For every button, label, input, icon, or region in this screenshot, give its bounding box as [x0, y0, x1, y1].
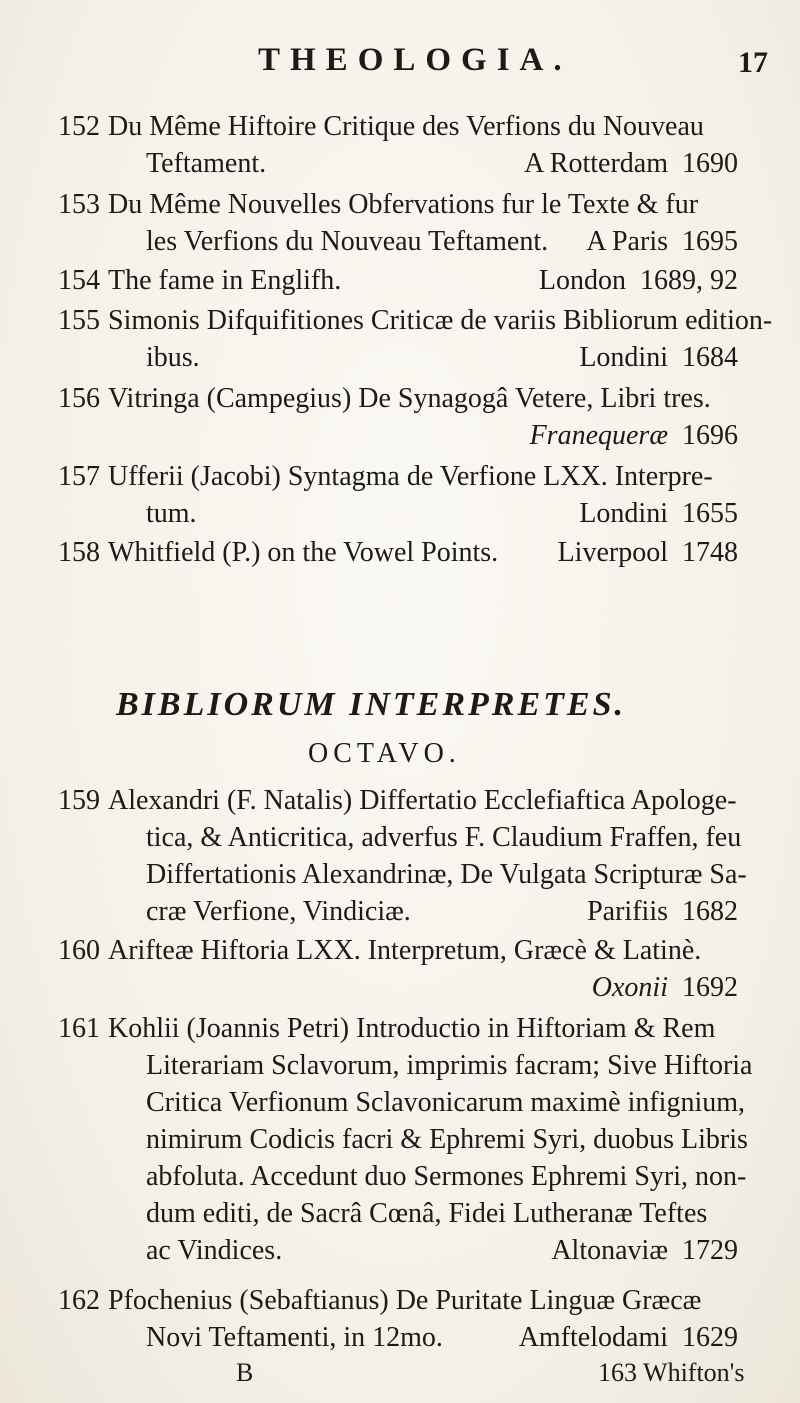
entry-number: 161 — [58, 1013, 100, 1044]
imprint-place: London — [538, 265, 626, 296]
entry-number: 153 — [58, 189, 100, 220]
catalogue-entry — [58, 302, 773, 376]
imprint — [539, 262, 738, 299]
imprint-place: Oxonii — [591, 972, 668, 1003]
entry-number: 160 — [58, 935, 100, 966]
entry-line: cræ Verfione, Vindiciæ. — [146, 896, 411, 927]
entry-line: Ufferii (Jacobi) Syntagma de Verfione LXX. Interpre- — [108, 461, 713, 492]
imprint-place: A Rotterdam — [524, 148, 668, 179]
entry-line: Teftament. — [146, 148, 267, 179]
catalogue-entry — [58, 782, 747, 930]
imprint — [587, 893, 738, 930]
entry-number: 155 — [58, 305, 100, 336]
imprint-place: Londini — [579, 342, 668, 373]
catalogue-entry — [58, 1282, 738, 1356]
entry-number: 156 — [58, 383, 100, 414]
page-number: 17 — [738, 46, 768, 79]
entry-line: Literariam Sclavorum, imprimis facram; Sive Hiftoria — [146, 1050, 753, 1081]
imprint-date: 1690 — [682, 148, 738, 179]
entry-line: Arifteæ Hiftoria LXX. Interpretum, Græcè & Latinè. — [108, 935, 702, 966]
entry-line: tica, & Anticritica, adverfus F. Claudium Fraffen, feu — [146, 822, 742, 853]
imprint-place: Liverpool — [557, 537, 668, 568]
imprint-date: 1695 — [682, 226, 738, 257]
entry-line: Simonis Difquifitiones Criticæ de variis Bibliorum edition- — [108, 305, 773, 336]
catalogue-entry — [58, 1010, 753, 1269]
imprint-place: Altonaviæ — [551, 1235, 668, 1266]
imprint-date: 1689, 92 — [640, 265, 738, 296]
imprint-place: A Paris — [586, 226, 668, 257]
entry-number: 162 — [58, 1285, 100, 1316]
catalogue-entry — [58, 108, 738, 182]
imprint-place: Londini — [579, 498, 668, 529]
imprint — [558, 534, 738, 571]
imprint-date: 1682 — [682, 896, 738, 927]
entry-line: Du Même Hiftoire Critique des Verfions du Nouveau — [108, 111, 704, 142]
entry-line: Du Même Nouvelles Obfervations fur le Texte & fur — [108, 189, 699, 220]
section-format: OCTAVO. — [308, 738, 461, 769]
entry-line: Vitringa (Campegius) De Synagogâ Vetere, Libri tres. — [108, 383, 711, 414]
imprint-place: Parifiis — [587, 896, 668, 927]
imprint — [519, 1319, 738, 1356]
entry-line: Critica Verfionum Sclavonicarum maximè infignium, — [146, 1087, 746, 1118]
entry-number: 158 — [58, 537, 100, 568]
entry-number: 159 — [58, 785, 100, 816]
entry-number: 154 — [58, 265, 100, 296]
imprint-date: 1748 — [682, 537, 738, 568]
imprint-date: 1729 — [682, 1235, 738, 1266]
imprint — [551, 1232, 738, 1269]
entry-line: les Verfions du Nouveau Teftament. — [146, 226, 549, 257]
imprint-place: Amftelodami — [518, 1322, 668, 1353]
entry-line: Pfochenius (Sebaftianus) De Puritate Linguæ Græcæ — [108, 1285, 702, 1316]
imprint — [108, 969, 738, 1006]
entry-line: tum. — [146, 498, 197, 529]
entry-line: Alexandri (F. Natalis) Differtatio Ecclefiaftica Apologe- — [108, 785, 737, 816]
entry-line: nimirum Codicis facri & Ephremi Syri, duobus Libris — [146, 1124, 748, 1155]
entry-line: Novi Teftamenti, in 12mo. — [146, 1322, 443, 1353]
imprint-date: 1696 — [682, 420, 738, 451]
imprint — [579, 495, 738, 532]
entry-line: ibus. — [146, 342, 200, 373]
entry-line: The fame in Englifh. — [108, 265, 342, 296]
imprint-date: 1655 — [682, 498, 738, 529]
entry-line: Kohlii (Joannis Petri) Introductio in Hiftoriam & Rem — [108, 1013, 716, 1044]
catalogue-entry — [58, 534, 738, 571]
imprint-date: 1629 — [682, 1322, 738, 1353]
imprint — [579, 339, 738, 376]
imprint-date: 1684 — [682, 342, 738, 373]
entry-number: 157 — [58, 461, 100, 492]
imprint — [108, 417, 738, 454]
section-heading: BIBLIORUM INTERPRETES. — [116, 686, 626, 723]
entry-line: ac Vindices. — [146, 1235, 283, 1266]
entry-line: Whitfield (P.) on the Vowel Points. — [108, 537, 499, 568]
signature-mark: B — [236, 1358, 254, 1387]
entry-number: 152 — [58, 111, 100, 142]
imprint — [586, 223, 738, 260]
running-title: THEOLOGIA. — [258, 42, 572, 78]
catalogue-entry — [58, 458, 738, 532]
entry-line: Differtationis Alexandrinæ, De Vulgata Scripturæ Sa- — [146, 859, 747, 890]
imprint-date: 1692 — [682, 972, 738, 1003]
entry-line: abfoluta. Accedunt duo Sermones Ephremi Syri, non- — [146, 1161, 747, 1192]
running-head — [0, 42, 800, 82]
catalogue-entry — [58, 932, 738, 1006]
catalogue-entry — [58, 186, 738, 260]
imprint — [524, 145, 738, 182]
catalogue-entry — [58, 262, 738, 299]
catalogue-entry — [58, 380, 738, 454]
entry-line: dum editi, de Sacrâ Cœnâ, Fidei Lutheranæ Teftes — [146, 1198, 708, 1229]
catchword: 163 Whifton's — [598, 1358, 745, 1387]
imprint-place: Franequeræ — [529, 420, 668, 451]
